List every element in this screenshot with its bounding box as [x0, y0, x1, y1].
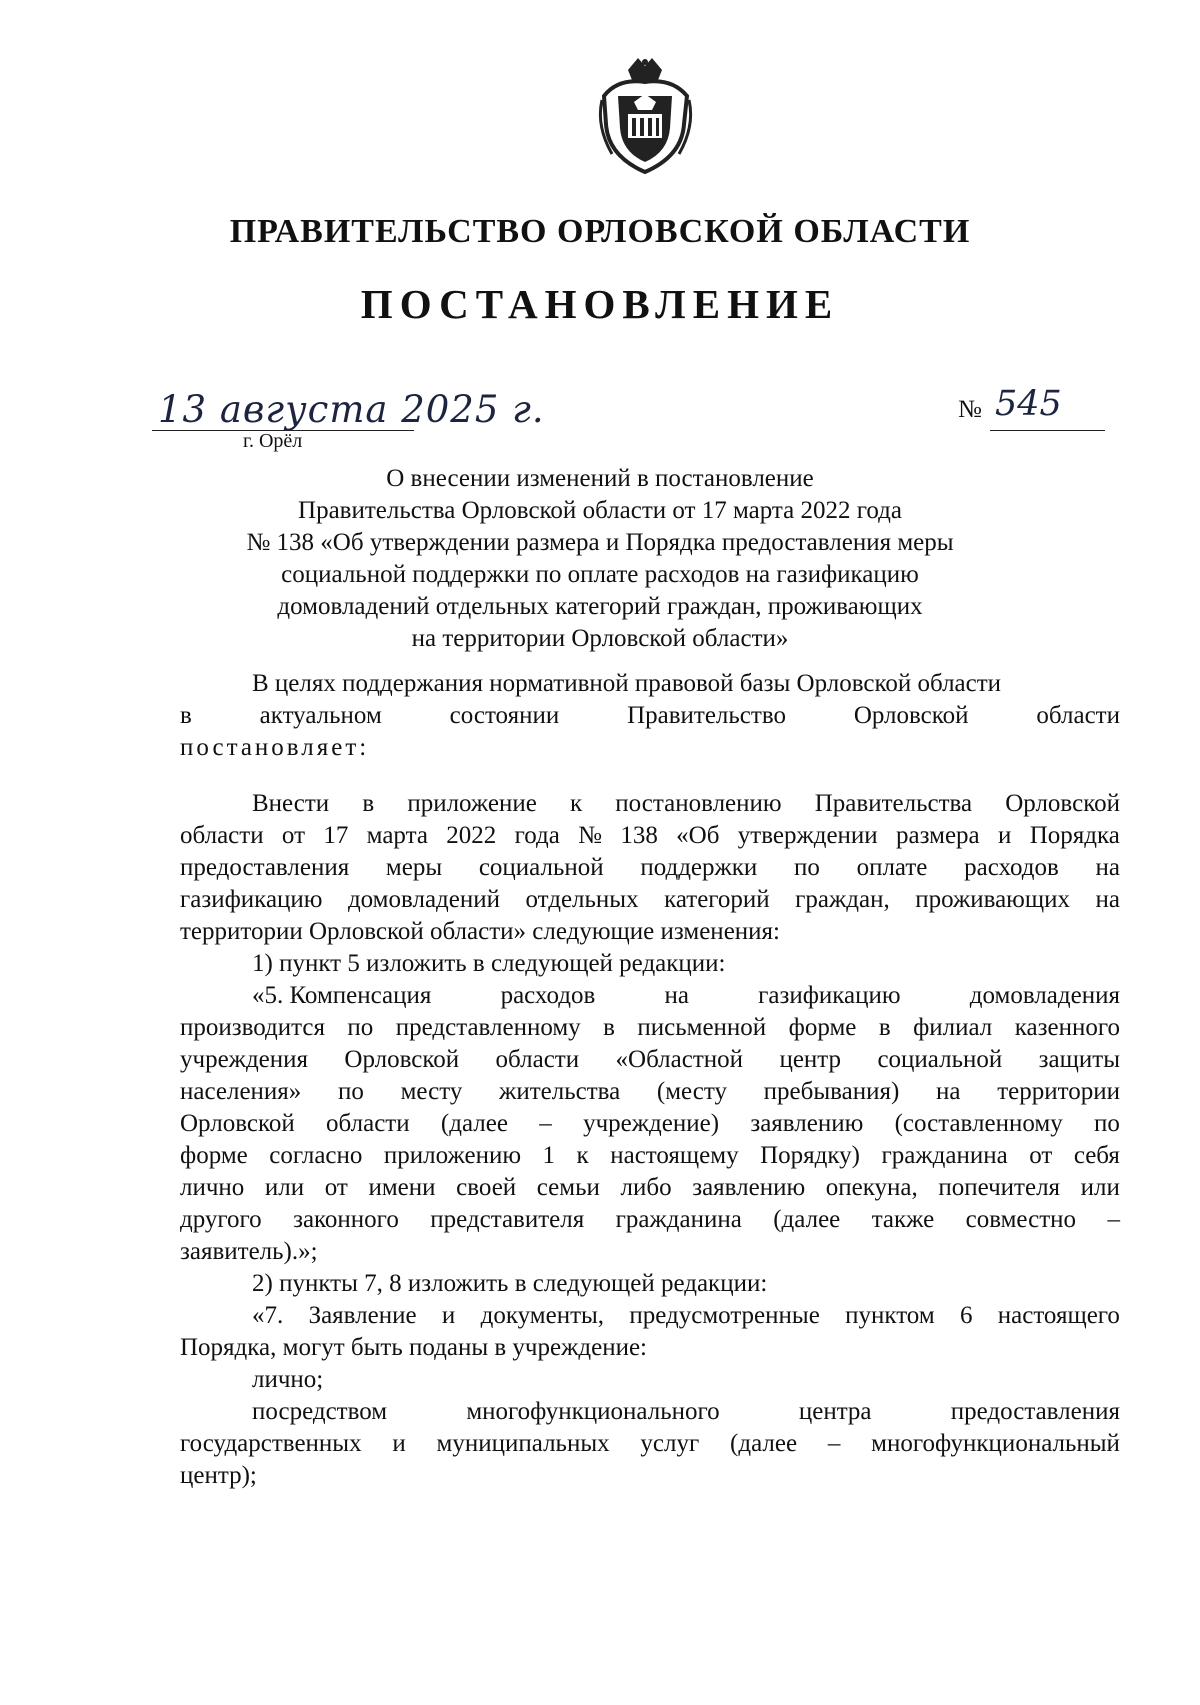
word: от [324, 1174, 348, 1201]
word: имени [368, 1174, 436, 1201]
word: или [264, 1174, 305, 1201]
word: представителя [430, 1206, 585, 1233]
word: по [794, 854, 820, 881]
word: и [392, 1430, 406, 1457]
word: меры [385, 854, 443, 881]
word: утверждении [737, 822, 878, 849]
word: газификацию [758, 982, 901, 1009]
word: области [326, 1110, 410, 1137]
word: Орловской [344, 1046, 460, 1073]
word: «5. Компенсация [252, 982, 432, 1009]
justified-line [180, 1428, 1120, 1460]
word: по [347, 1014, 374, 1041]
justified-line [180, 788, 1120, 820]
word: – [827, 1430, 841, 1457]
justified-line [180, 1012, 1120, 1044]
word: 1 [542, 1142, 556, 1169]
subject-line: Правительства Орловской области от 17 марта 2022 года [298, 497, 902, 524]
word: отдельных [525, 886, 639, 913]
word: «Областной [615, 1046, 744, 1073]
word: лично [180, 1174, 245, 1201]
word: филиал [913, 1014, 993, 1041]
word: и [997, 822, 1012, 849]
item-heading: 2) пункты 7, 8 изложить в следующей редакции: [252, 1270, 768, 1297]
word: к [569, 790, 583, 817]
word: расходов [964, 854, 1059, 881]
text-line: В целях поддержания нормативной правовой базы Орловской области [252, 670, 1002, 697]
word: по [1094, 1110, 1120, 1137]
item-heading: 1) пункт 5 изложить в следующей редакции: [252, 950, 726, 977]
word: заявлению [750, 1110, 864, 1137]
word: газификацию [180, 886, 323, 913]
word: защиты [1038, 1046, 1120, 1073]
word: учреждение) [583, 1110, 720, 1137]
word: Внести [252, 790, 330, 817]
word: пунктом [845, 1302, 935, 1329]
word: казенного [1014, 1014, 1120, 1041]
word: (далее [730, 1430, 798, 1457]
word: гражданина [881, 1142, 1008, 1169]
word: состоянии [449, 702, 560, 729]
justified-line [180, 1044, 1120, 1076]
subject-line: № 138 «Об утверждении размера и Порядка предоставления меры [246, 529, 954, 556]
word: пребывания) [763, 1078, 900, 1105]
justified-line [180, 1076, 1120, 1108]
word: центр [779, 1046, 842, 1073]
word: в [180, 702, 192, 729]
word: гражданина [615, 1206, 742, 1233]
word: или [1080, 1174, 1120, 1201]
document-type-title: ПОСТАНОВЛЕНИЕ [360, 281, 840, 327]
word: настоящего [997, 1302, 1120, 1329]
justified-line [180, 820, 1120, 852]
word: посредством [252, 1398, 388, 1425]
word: на [664, 982, 689, 1009]
word: приложению [383, 1142, 522, 1169]
word: Орловской [180, 1110, 295, 1137]
subject-line: домовладений отдельных категорий граждан, проживающих [277, 593, 923, 620]
word: (далее [440, 1110, 508, 1137]
word: заявлению [692, 1174, 806, 1201]
word: года [514, 822, 560, 849]
word: согласно [269, 1142, 363, 1169]
word: попечителя [938, 1174, 1061, 1201]
justified-line [180, 884, 1120, 916]
word: Орловской [1005, 790, 1120, 817]
preamble-paragraph [180, 668, 1120, 764]
word: населения» [180, 1078, 302, 1105]
word: письменной [637, 1014, 767, 1041]
subject-line: на территории Орловской области» [411, 625, 789, 652]
word: актуальном [259, 702, 382, 729]
number-sign: № [958, 396, 982, 423]
word: Орловской [853, 702, 969, 729]
justified-line [180, 1140, 1120, 1172]
word: № [578, 822, 602, 849]
word: жительства [499, 1078, 621, 1105]
word: форме [180, 1142, 248, 1169]
amendments-paragraph [180, 788, 1120, 1492]
word: социальной [877, 1046, 1003, 1073]
word: граждан, [795, 886, 890, 913]
word: Порядка [1029, 822, 1120, 849]
handwritten-number: 545 [995, 384, 1062, 424]
word: многофункциональный [871, 1430, 1120, 1457]
word: в [362, 790, 375, 817]
subject-line: О внесении изменений в постановление [386, 465, 814, 492]
word: предусмотренные [629, 1302, 820, 1329]
word: на [936, 1078, 961, 1105]
word: своей [456, 1174, 517, 1201]
word: домовладений [347, 886, 501, 913]
document-subject [180, 463, 1020, 655]
word: размера [896, 822, 980, 849]
word: от [281, 822, 306, 849]
word: 138 [620, 822, 658, 849]
word: (месту [656, 1078, 727, 1105]
word: представленному [395, 1014, 581, 1041]
word: муниципальных [436, 1430, 610, 1457]
word: области [180, 822, 264, 849]
word: по [338, 1078, 364, 1105]
word: в [603, 1014, 615, 1041]
word: Порядку) [760, 1142, 860, 1169]
word: оплате [856, 854, 928, 881]
word: марта [366, 822, 428, 849]
coat-of-arms-emblem [598, 56, 693, 176]
word: предоставления [180, 854, 350, 881]
word: поддержки [640, 854, 758, 881]
word: приложение [407, 790, 537, 817]
word: 17 [323, 822, 349, 849]
text-line: постановляет: [180, 734, 370, 761]
word: проживающих [915, 886, 1070, 913]
justified-line [180, 700, 1120, 732]
word: себя [1073, 1142, 1120, 1169]
word: Заявление [308, 1302, 417, 1329]
text-line: центр); [180, 1462, 257, 1489]
word: «Об [676, 822, 720, 849]
word: законного [293, 1206, 399, 1233]
word: либо [620, 1174, 672, 1201]
word: другого [180, 1206, 262, 1233]
text-line: заявитель).»; [180, 1238, 318, 1265]
word: – [1107, 1206, 1120, 1233]
word: расходов [500, 982, 596, 1009]
word: 2022 [446, 822, 497, 849]
word: территории [997, 1078, 1120, 1105]
word: и [441, 1302, 456, 1329]
government-title: ПРАВИТЕЛЬСТВО ОРЛОВСКОЙ ОБЛАСТИ [229, 213, 971, 250]
city-label: г. Орёл [243, 430, 303, 452]
word: на [1095, 886, 1120, 913]
word: в [878, 1014, 891, 1041]
word: государственных [180, 1430, 362, 1457]
word: от [1029, 1142, 1053, 1169]
word: области [1036, 702, 1120, 729]
word: опекуна, [825, 1174, 918, 1201]
word: к [576, 1142, 589, 1169]
word: домовладения [969, 982, 1120, 1009]
word: услуг [640, 1430, 700, 1457]
word: документы, [480, 1302, 605, 1329]
justified-line [180, 1204, 1120, 1236]
word: постановлению [615, 790, 782, 817]
word: производится [180, 1014, 325, 1041]
text-line: лично; [252, 1366, 324, 1393]
word: центра [798, 1398, 872, 1425]
word: настоящему [610, 1142, 739, 1169]
word: месту [400, 1078, 463, 1105]
justified-line [180, 1108, 1120, 1140]
word: также [871, 1206, 935, 1233]
word: совместно [965, 1206, 1077, 1233]
word: социальной [478, 854, 604, 881]
word: учреждения [180, 1046, 309, 1073]
justified-line [180, 1172, 1120, 1204]
word: семьи [536, 1174, 600, 1201]
justified-line [180, 980, 1120, 1012]
subject-line: социальной поддержки по оплате расходов на газификацию [281, 561, 919, 588]
word: предоставления [950, 1398, 1120, 1425]
word: 6 [959, 1302, 973, 1329]
word: (составленному [894, 1110, 1063, 1137]
word: «7. [252, 1302, 284, 1329]
number-underline [990, 430, 1105, 431]
word: форме [788, 1014, 857, 1041]
text-line: территории Орловской области» следующие изменения: [180, 918, 780, 945]
text-line: Порядка, могут быть поданы в учреждение: [180, 1334, 647, 1361]
word: Правительство [627, 702, 786, 729]
word: области [495, 1046, 580, 1073]
justified-line [180, 1396, 1120, 1428]
handwritten-date: 13 августа 2025 г. [158, 388, 545, 431]
word: (далее [773, 1206, 841, 1233]
word: – [539, 1110, 552, 1137]
word: категорий [664, 886, 770, 913]
justified-line [180, 852, 1120, 884]
justified-line [180, 1300, 1120, 1332]
word: на [1095, 854, 1120, 881]
word: многофункционального [466, 1398, 720, 1425]
word: Правительства [814, 790, 973, 817]
